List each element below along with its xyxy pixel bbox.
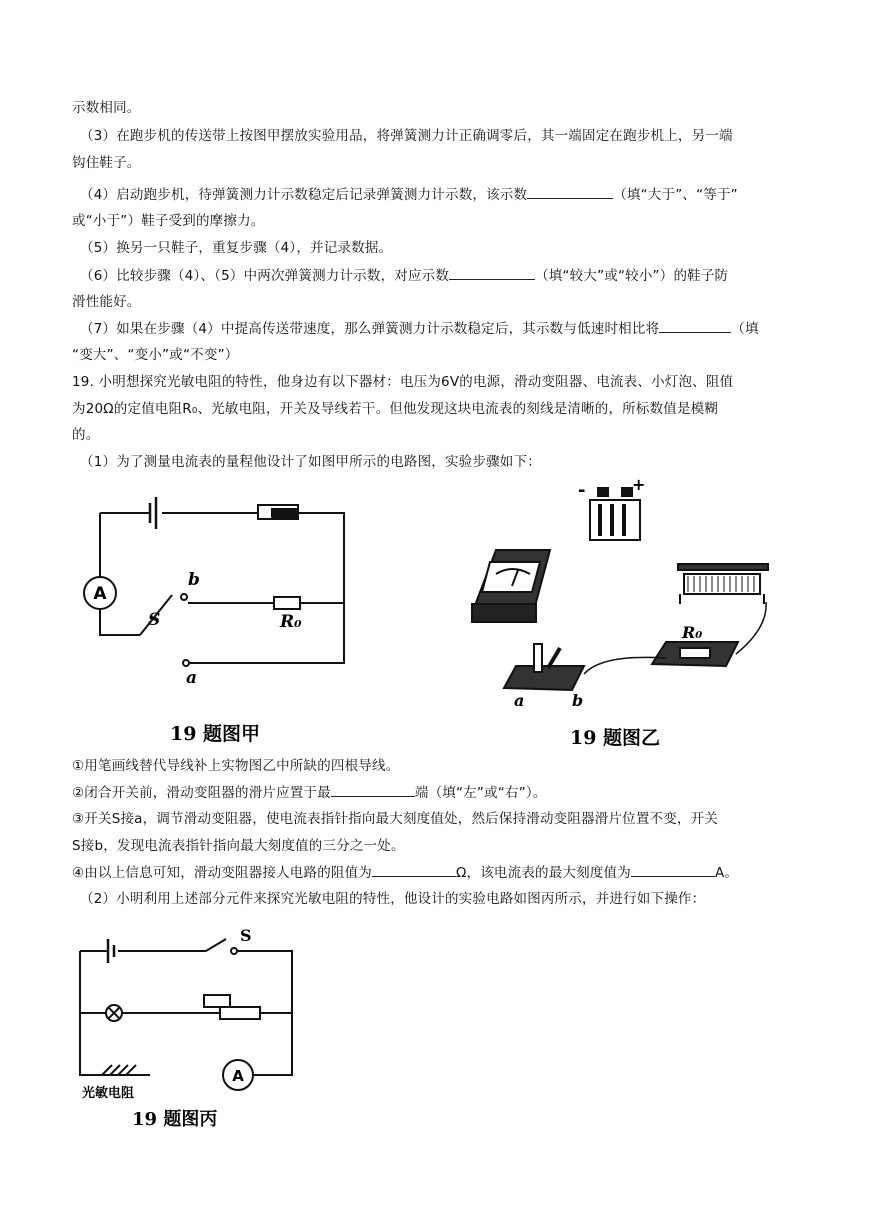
answer-blank[interactable] (372, 862, 456, 877)
text-line: （1）为了测量电流表的量程他设计了如图甲所示的电路图，实验步骤如下： (80, 454, 541, 470)
text-line (80, 318, 759, 339)
battery-minus-label: - (578, 480, 586, 501)
ammeter-label: A (93, 584, 107, 604)
text-line (80, 184, 738, 205)
text-segment: （填“较大”或“较小”）的鞋子防 (535, 268, 729, 284)
text-line: S接b，发现电流表指针指向最大刻度值的三分之一处。 (72, 838, 405, 854)
text-line (72, 782, 547, 803)
text-segment: （填 (731, 321, 759, 337)
text-segment: 端（填“左”或“右”）。 (414, 785, 547, 801)
terminal-b-label: b (572, 691, 584, 710)
circuit-diagram-jia (72, 485, 372, 750)
text-line (72, 862, 738, 883)
terminal-b-label: b (188, 570, 200, 590)
terminal-a-label: a (186, 668, 198, 688)
terminal-a-label: a (514, 691, 525, 710)
text-segment: （填“大于”、“等于” (613, 187, 738, 203)
answer-blank[interactable] (527, 184, 613, 199)
switch-board-icon (504, 644, 584, 690)
text-line: 滑性能好。 (72, 294, 141, 310)
figure-caption: 19 题图乙 (570, 727, 661, 749)
text-segment: （4）启动跑步机，待弹簧测力计示数稳定后记录弹簧测力计示数，该示数 (80, 187, 528, 203)
apparatus-diagram-yi (452, 478, 797, 750)
text-segment: （6）比较步骤（4）、（5）中两次弹簧测力计示数，对应示数 (80, 268, 450, 284)
ammeter-label: A (232, 1067, 244, 1085)
text-segment: （7）如果在步骤（4）中提高传送带速度，那么弹簧测力计示数稳定后，其示数与低速时相比将 (80, 321, 660, 337)
switch-label: S (148, 610, 161, 630)
circuit-diagram-bing (70, 925, 310, 1133)
answer-blank[interactable] (659, 318, 731, 333)
resistor-board-icon (652, 642, 738, 666)
text-line: 19. 小明想探究光敏电阻的特性，他身边有以下器材：电压为6V的电源，滑动变阻器、电流表、小灯泡、阻值 (72, 374, 734, 390)
text-line: “变大”、“变小”或“不变”） (72, 347, 239, 363)
text-line: ③开关S接a，调节滑动变阻器，使电流表指针指向最大刻度值处，然后保持滑动变阻器滑片位置不变，开关 (72, 811, 719, 827)
switch-label: S (240, 926, 252, 945)
figure-caption: 19 题图丙 (132, 1109, 218, 1130)
rheostat-icon (678, 564, 768, 604)
text-line: （3）在跑步机的传送带上按图甲摆放实验用品，将弹簧测力计正确调零后，其一端固定在跑步机上，另一端 (80, 128, 733, 144)
text-line: 钩住鞋子。 (72, 155, 141, 171)
answer-blank[interactable] (449, 265, 535, 280)
text-segment: ④由以上信息可知，滑动变阻器接人电路的阻值为 (72, 865, 373, 881)
text-line: （5）换另一只鞋子，重复步骤（4），并记录数据。 (80, 240, 393, 256)
resistor-r0-label: R₀ (280, 612, 302, 632)
ammeter-icon (472, 550, 550, 622)
figure-caption: 19 题图甲 (170, 723, 261, 745)
text-line: ①用笔画线替代导线补上实物图乙中所缺的四根导线。 (72, 758, 400, 774)
resistor-r0-label: R₀ (682, 623, 703, 642)
text-line: 或“小于”）鞋子受到的摩擦力。 (72, 213, 265, 229)
text-segment: A。 (714, 865, 739, 881)
battery-plus-label: + (632, 478, 646, 494)
text-segment: ②闭合开关前，滑动变阻器的滑片应置于最 (72, 785, 331, 801)
answer-blank[interactable] (331, 782, 415, 797)
battery-icon (590, 488, 640, 540)
answer-blank[interactable] (631, 862, 715, 877)
text-line: 示数相同。 (72, 100, 141, 116)
text-line (80, 265, 728, 286)
text-line: 的。 (72, 427, 100, 443)
text-segment: Ω，该电流表的最大刻度值为 (456, 865, 631, 881)
text-line: （2）小明利用上述部分元件来探究光敏电阻的特性，他设计的实验电路如图丙所示，并进行如下操作： (80, 891, 706, 907)
text-line: 为20Ω的定值电阻R₀、光敏电阻，开关及导线若干。但他发现这块电流表的刻线是清晰的，所标数值是模糊 (72, 401, 719, 417)
photoresistor-label: 光敏电阻 (82, 1086, 135, 1101)
